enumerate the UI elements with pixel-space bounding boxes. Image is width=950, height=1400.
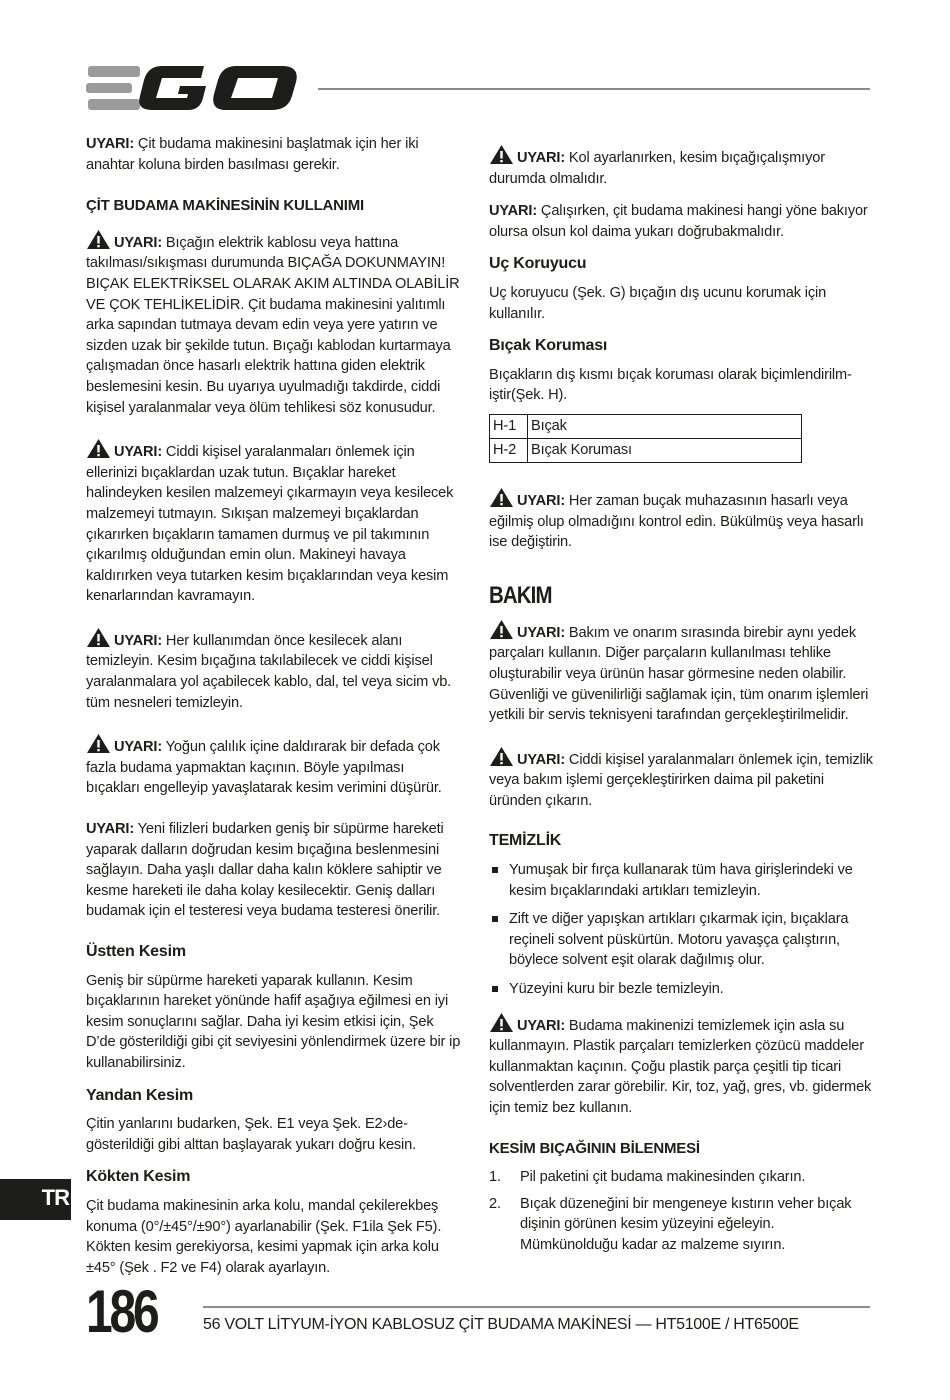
heading-blade-guard: Bıçak Koruması — [489, 337, 608, 355]
left-column — [86, 134, 461, 1278]
warning-triangle-icon — [86, 627, 111, 648]
page-number: 186 — [86, 1278, 157, 1345]
warning-handle-up: UYARI: Çalışırken, çit budama makinesi hangi yöne bakıyor olursa olsun kol daima yukarı doğrubakmalıdır. — [489, 203, 868, 240]
heading-root-cut: Kökten Kesim — [86, 1168, 191, 1186]
warning-triangle-icon — [86, 733, 111, 754]
bullet-icon — [492, 867, 498, 873]
warning-handle-adjust: UYARI: Kol ayarlanırken, kesim bıçağıçalışmıyor durumda olmalıdır. — [489, 144, 873, 189]
language-tab — [0, 1179, 71, 1220]
ego-logo — [86, 60, 302, 116]
footer-title: 56 VOLT LİTYUM-İYON KABLOSUZ ÇİT BUDAMA MAKİNESİ — HT5100E / HT6500E — [203, 1316, 799, 1333]
heading-maintenance: BAKIM — [489, 581, 552, 609]
heading-tip-guard: Uç Koruyucu — [489, 255, 587, 273]
warning-dense-brush: UYARI: Yoğun çalılık içine daldırarak bir defada çok fazla budama yapmaktan kaçının. Böyle yapılması bıçakları engelleyip yavaşlatarak kesim verimini düşürür. — [86, 733, 461, 799]
part-code: H-1 — [490, 414, 528, 438]
part-name: Bıçak Koruması — [528, 438, 802, 462]
table-row — [490, 414, 802, 438]
blade-guard-text: Bıçakların dış kısmı bıçak koruması olarak biçimlendirilm-iştir(Şek. H). — [489, 366, 852, 404]
table-row — [490, 438, 802, 462]
warning-triangle-icon — [86, 438, 111, 459]
heading-usage: ÇİT BUDAMA MAKİNESİNİN KULLANIMI — [86, 197, 365, 215]
bullet-icon — [492, 986, 498, 992]
header-rule — [318, 88, 870, 90]
list-item: Yumuşak bir fırça kullanarak tüm hava girişlerindeki ve kesim bıçaklarındaki artıkları temizleyin. — [489, 860, 873, 901]
warning-clear-area: UYARI: Her kullanımdan önce kesilecek alanı temizleyin. Kesim bıçağına takılabilecek ve ciddi kişisel yaralanmalara yol açabilecek kablo, dal, tel veya sicim vb. tüm nesneleri temizleyin. — [86, 627, 461, 713]
list-item: 2. Bıçak düzeneğini bir mengeneye kıstırın veher bıçak dişinin görünen kesim yüzeyini eğeleyin. Mümkünolduğu kadar az malzeme sıyırın. — [489, 1195, 852, 1253]
heading-side-cut: Yandan Kesim — [86, 1086, 193, 1104]
bullet-icon — [492, 916, 498, 922]
list-item: 1. Pil paketini çit budama makinesinden çıkarın. — [489, 1169, 806, 1186]
part-code: H-2 — [490, 438, 528, 462]
warning-triangle-icon — [489, 1012, 514, 1033]
warning-no-water: UYARI: Budama makinenizi temizlemek için asla su kullanmayın. Plastik parçaları temizlerken çözücü maddeler kullanmaktan kaçının. Çoğu plastik parça çeşitli tip ticari solventlerden zarar görebilir. Kir, toz, yağ, gres, vb. gidermek için temiz bez kullanın. — [489, 1012, 873, 1119]
warning-spare-parts: UYARI: Bakım ve onarım sırasında birebir aynı yedek parçaları kullanın. Diğer parçaların kullanılması tehlike oluşturabilir veya ürünün hasar görmesine neden olabilir. Güvenliği ve güvenilirliği sağlamak için, tüm onarım işlemleri yetkili bir servis teknisyeni tarafından gerçekleştirilmelidir. — [489, 619, 873, 726]
list-item: Zift ve diğer yapışkan artıkları çıkarmak için, bıçaklara reçineli solvent püskürtün. Motoru yavaşça çalıştırın, böylece solvent eşit olarak dağılmış olur. — [489, 909, 873, 971]
footer-rule — [203, 1306, 870, 1308]
heading-cleaning: TEMİZLİK — [489, 832, 562, 850]
warning-hands: UYARI: Ciddi kişisel yaralanmaları önlemek için ellerinizi bıçaklardan uzak tutun. Bıçaklar hareket halindeyken kesilen malzemeyi çıkarmayın veya kesilecek malzemeyi tutmayın. Sıkışan malzemeyi bıçaklardan çıkarırken bıçakların tamamen durmuş ve pil takımının çıkarılmış olduğundan emin olun. Makineyi havaya kaldırırken veya tutarken kesim bıçaklarından veya kesim kenarlarından kavramayın. — [86, 438, 461, 607]
root-cut-text: Çit budama makinesinin arka kolu, mandal çekilerekbeş konuma (0°/±45°/±90°) ayarlanabilir (Şek. F1ila Şek F5). Kökten kesim gerekiyorsa, kesimi yapmak için arka kolu ±45° (Şek . F2 ve F4) olarak ayarlayın. — [86, 1197, 442, 1276]
parts-table — [489, 414, 802, 463]
warning-new-shoots: UYARI: Yeni filizleri budarken geniş bir süpürme hareketi yaparak dalların doğrudan kesim bıçağına beslenmesini sağlayın. Daha yaşlı dallar daha kalın köklere sahiptir ve kesme hareketi ile daha kolay kesilecektir. Geniş dalları budamak için el testeresi veya budama testeresi önerilir. — [86, 821, 444, 920]
top-cut-text: Geniş bir süpürme hareketi yaparak kullanın. Kesim bıçaklarının hareket yönünde hafif aşağıya eğilmesi en iyi kesim sonuçlarını sağlar. Daha iyi kesim etkisi için, Şek D’de gösterildiği gibi çit seviyesini yönlendirmek üzere bir ip kullanabilirsiniz. — [86, 972, 461, 1071]
warning-triangle-icon — [489, 619, 514, 640]
cleaning-list — [489, 860, 873, 1000]
part-name: Bıçak — [528, 414, 802, 438]
heading-sharpening: KESİM BIÇAĞININ BİLENMESİ — [489, 1139, 700, 1157]
warning-triangle-icon — [489, 746, 514, 767]
sharpening-steps — [489, 1167, 873, 1255]
language-code: TR — [41, 1185, 69, 1210]
warning-guard-check: UYARI: Her zaman buçak muhazasının hasarlı veya eğilmiş olup olmadığını kontrol edin. Bükülmüş veya hasarlı ise değiştirin. — [489, 487, 873, 553]
warning-triangle-icon — [86, 229, 111, 250]
warning-cable: UYARI: Bıçağın elektrik kablosu veya hattına takılması/sıkışması durumunda BIÇAĞA DOKUNMAYIN! BIÇAK ELEKTRİKSEL OLARAK AKIM ALTINDA OLABİLİR VE ÇOK TEHLİKELİDİR. Çit budama makinesini yalıtımlı arka sapından tutmaya devam edin veya yere yatırın ve sizden uzak bir şekilde tutun. Bıçağı kablodan kurtarmaya çalışmadan önce hasarlı elektrik hattına giden elektrik beslemesini kesin. Bu uyarıya uyulmadığı takdirde, ciddi kişisel yaralanmalar veya ölüm tehlikesi söz konusudur. — [86, 229, 461, 418]
list-item: Yüzeyini kuru bir bezle temizleyin. — [489, 979, 873, 1000]
heading-top-cut: Üstten Kesim — [86, 943, 186, 960]
warning-start: UYARI: Çit budama makinesini başlatmak için her iki anahtar koluna birden basılması gerekir. — [86, 136, 419, 173]
right-column — [489, 144, 873, 1262]
warning-triangle-icon — [489, 144, 514, 165]
tip-guard-text: Uç koruyucu (Şek. G) bıçağın dış ucunu korumak için kullanılır. — [489, 284, 827, 322]
warning-triangle-icon — [489, 487, 514, 508]
warning-remove-battery: UYARI: Ciddi kişisel yaralanmaları önlemek için, temizlik veya bakım işlemi gerçekleştirirken daima pil paketini üründen çıkarın. — [489, 746, 873, 812]
side-cut-text: Çitin yanlarını budarken, Şek. E1 veya Şek. E2›de-gösterildiği gibi alttan başlayarak yukarı doğru kesin. — [86, 1116, 417, 1153]
